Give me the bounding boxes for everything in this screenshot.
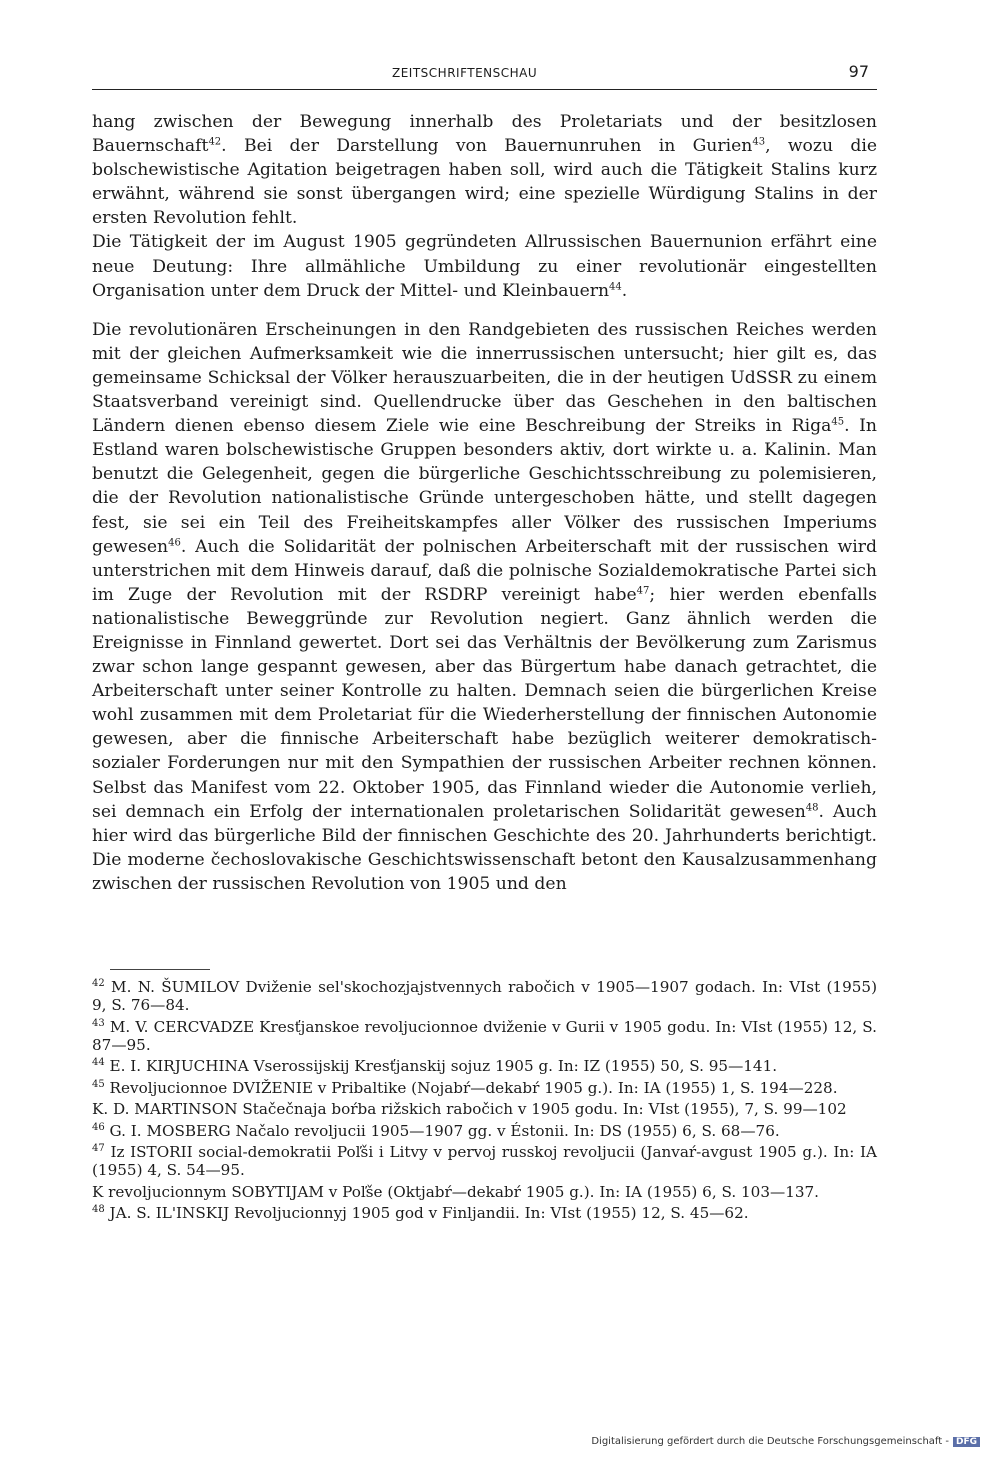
- journal-section-title: ZEITSCHRIFTENSCHAU: [392, 66, 538, 80]
- footnote-47-continued: K revoljucionnym SOBYTIJAM v Poľše (Oktjabŕ—dekabŕ 1905 g.). In: IA (1955) 6, S. 103—137.: [92, 1182, 820, 1201]
- footnote-45: $^{45}$ Revoljucionnoe DVIŽENIE v Pribaltike (Nojabŕ—dekabŕ 1905 g.). In: IA (1955) 1, S. 194—228.: [92, 1078, 838, 1097]
- footnote-ref-47: 47: [636, 585, 650, 597]
- footnote-44: $^{44}$ E. I. KIRJUCHINA Vserossijskij Kresťjanskij sojuz 1905 g. In: IZ (1955) 50, S. 95—141.: [92, 1056, 778, 1075]
- footnote-ref-45: 45: [831, 416, 845, 428]
- footnote-48: $^{48}$ JA. S. IL'INSKIJ Revoljucionnyj 1905 god v Finljandii. In: VIst (1955) 12, S. 45—62.: [92, 1203, 749, 1222]
- digitization-footer: [591, 1436, 980, 1447]
- main-text: [92, 110, 877, 896]
- footnote-46: $^{46}$ G. I. MOSBERG Načalo revoljucii 1905—1907 gg. v Éstonii. In: DS (1955) 6, S. 68—76.: [92, 1121, 780, 1140]
- page-number: 97: [848, 62, 869, 81]
- footnote-ref-48: 48: [805, 801, 819, 813]
- footnote-42: $^{42}$ M. N. ŠUMILOV Dviženie sel'skochozjajstvennych rabočich v 1905—1907 godach. In: VIst (1955) 9, S. 76—84.: [92, 977, 877, 1014]
- paragraph-2: Die Tätigkeit der im August 1905 gegründeten Allrussischen Bauernunion erfährt eine neue Deutung: Ihre allmähliche Umbildung zu einer revolutionär eingestellten Organisation unter dem Druck der Mittel- und Kleinbauern$^{44}$.: [92, 232, 877, 301]
- footnote-45-continued: K. D. MARTINSON Stačečnaja boŕba rižskich rabočich v 1905 godu. In: VIst (1955), 7, S. 99—102: [92, 1100, 847, 1118]
- footnote-ref-42: 42: [208, 136, 222, 148]
- footnote-separator: [110, 969, 210, 970]
- footnote-ref-44: 44: [609, 280, 622, 292]
- header-rule: [92, 89, 877, 90]
- funding-note: Digitalisierung gefördert durch die Deutsche Forschungsgemeinschaft -: [591, 1436, 949, 1447]
- paragraph-3: Die revolutionären Erscheinungen in den Randgebieten des russischen Reiches werden mit der gleichen Aufmerksamkeit wie die innerrussischen untersucht; hier gilt es, das gemeinsame Schicksal der Völker herauszuarbeiten, die in der heutigen UdSSR zu einem Staatsverband vereinigt sind. Quellendrucke über das Geschehen in den baltischen Ländern dienen ebenso diesem Ziele wie eine Beschreibung der Streiks in Riga$^{45}$. In Estland waren bolschewistische Gruppen besonders aktiv, dort wirkte u. a. Kalinin. Man benutzt die Gelegenheit, gegen die bürgerliche Geschichtsschreibung zu polemisieren, die der Revolution nationalistische Gründe untergeschoben hätte, und stellt dagegen fest, sie sei ein Teil des Freiheitskampfes aller Völker des russischen Imperiums gewesen$^{46}$. Auch die Solidarität der polnischen Arbeiterschaft mit der russischen wird unterstrichen mit dem Hinweis darauf, daß die polnische Sozialdemokratische Partei sich im Zuge der Revolution mit der RSDRP vereinigt habe$^{47}$; hier werden ebenfalls nationalistische Beweggründe zur Revolution negiert. Ganz ähnlich werden die Ereignisse in Finnland gewertet. Dort sei das Verhältnis der Bevölkerung zum Zarismus zwar schon lange gespannt gewesen, aber das Bürgertum habe danach getrachtet, die Arbeiterschaft unter seiner Kontrolle zu halten. Demnach seien die bürgerlichen Kreise wohl zusammen mit dem Proletariat für die Wiederherstellung der finnischen Autonomie gewesen, aber die finnische Arbeiterschaft habe bezüglich weiterer demokratisch-sozialer Forderungen nur mit den Sympathien der russischen Arbeiter rechnen können. Selbst das Manifest vom 22. Oktober 1905, das Finnland wieder die Autonomie verlieh, sei demnach ein Erfolg der internationalen proletarischen Solidarität gewesen$^{48}$. Auch hier wird das bürgerliche Bild der finnischen Geschichte des 20. Jahrhunderts berichtigt. Die moderne čechoslovakische Geschichtswissenschaft betont den Kausalzusammenhang zwischen der russischen Revolution von 1905 und den: [92, 319, 878, 894]
- footnote-ref-46: 46: [168, 536, 181, 548]
- dfg-logo: DFG: [953, 1437, 980, 1447]
- footnote-ref-43: 43: [752, 136, 766, 148]
- running-header: [92, 58, 877, 90]
- footnote-43: $^{43}$ M. V. CERCVADZE Kresťjanskoe revoljucionnoe dviženie v Gurii v 1905 godu. In: VIst (1955) 12, S. 87—95.: [92, 1017, 877, 1054]
- footnote-47: $^{47}$ Iz ISTORII social-demokratii Poľši i Litvy v pervoj russkoj revoljucii (Janvaŕ-avgust 1905 g.). In: IA (1955) 4, S. 54—95.: [92, 1142, 877, 1179]
- footnotes: [92, 978, 877, 1226]
- paragraph-1: hang zwischen der Bewegung innerhalb des Proletariats und der besitzlosen Bauernschaft$^{42}$. Bei der Darstellung von Bauernunruhen in Gurien$^{43}$, wozu die bolschewistische Agitation beigetragen haben soll, wird auch die Tätigkeit Stalins kurz erwähnt, während sie sonst übergangen wird; eine spezielle Würdigung Stalins in der ersten Revolution fehlt.: [92, 112, 877, 229]
- paragraph-gap: [92, 303, 877, 318]
